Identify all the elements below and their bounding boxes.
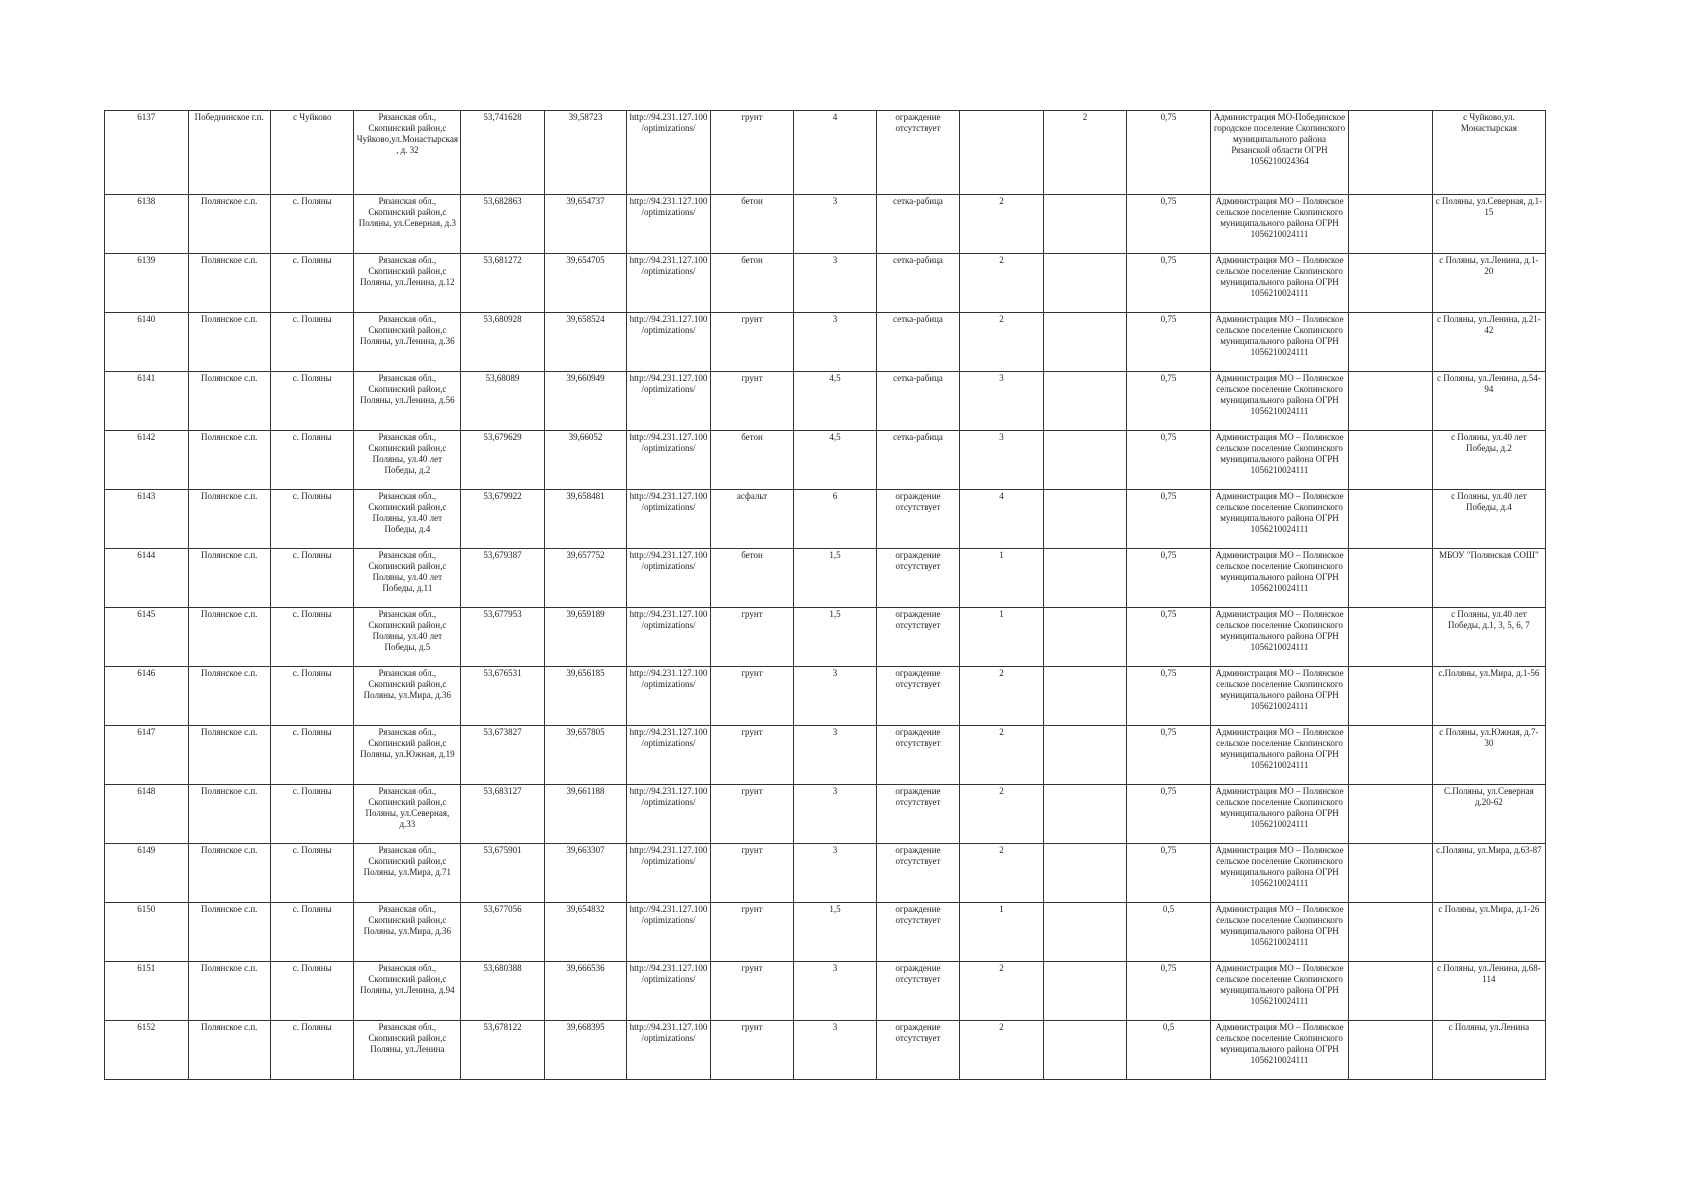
link-cell[interactable]: http://94.231.127.100/optimizations/ (627, 490, 711, 549)
volume-cell: 0,75 (1127, 313, 1211, 372)
table-row (105, 372, 1546, 431)
table-row (105, 726, 1546, 785)
row-number-cell: 6140 (105, 313, 189, 372)
owner-cell: Администрация МО – Полянское сельское поселение Скопинского муниципального района ОГРН 1056210024111 (1210, 785, 1348, 844)
bins-cell (1043, 608, 1127, 667)
longitude-cell: 39,657805 (544, 726, 626, 785)
volume-cell: 0,75 (1127, 490, 1211, 549)
volume-cell: 0,75 (1127, 785, 1211, 844)
volume-cell: 0,5 (1127, 903, 1211, 962)
bins-cell (1043, 254, 1127, 313)
containers-cell: 2 (960, 844, 1044, 903)
latitude-cell: 53,676531 (461, 667, 545, 726)
settlement-cell: Полянское с.п. (188, 372, 270, 431)
empty-cell (1349, 608, 1433, 667)
empty-cell (1349, 667, 1433, 726)
address-cell: Рязанская обл., Скопинский район,с Поляны, ул.Северная, д.3 (354, 195, 461, 254)
longitude-cell: 39,666536 (544, 962, 626, 1021)
volume-cell: 0,75 (1127, 111, 1211, 195)
settlement-cell: Полянское с.п. (188, 313, 270, 372)
latitude-cell: 53,680928 (461, 313, 545, 372)
row-number-cell: 6144 (105, 549, 189, 608)
containers-cell: 1 (960, 903, 1044, 962)
link-cell[interactable]: http://94.231.127.100/optimizations/ (627, 431, 711, 490)
fence-cell: ограждение отсутствует (876, 785, 960, 844)
link-cell[interactable]: http://94.231.127.100/optimizations/ (627, 254, 711, 313)
table-row (105, 785, 1546, 844)
locality-cell: с. Поляны (270, 1021, 354, 1080)
containers-cell: 2 (960, 254, 1044, 313)
empty-cell (1349, 1021, 1433, 1080)
locality-cell: с. Поляны (270, 844, 354, 903)
served-objects-cell: с Поляны, ул.Ленина, д.21-42 (1432, 313, 1545, 372)
settlement-cell: Полянское с.п. (188, 667, 270, 726)
row-number-cell: 6142 (105, 431, 189, 490)
area-cell: 4,5 (794, 372, 876, 431)
fence-cell: ограждение отсутствует (876, 903, 960, 962)
link-cell[interactable]: http://94.231.127.100/optimizations/ (627, 608, 711, 667)
fence-cell: ограждение отсутствует (876, 490, 960, 549)
table-row (105, 667, 1546, 726)
owner-cell: Администрация МО – Полянское сельское поселение Скопинского муниципального района ОГРН 1056210024111 (1210, 313, 1348, 372)
containers-cell: 1 (960, 608, 1044, 667)
row-number-cell: 6150 (105, 903, 189, 962)
served-objects-cell: с Поляны, ул.40 лет Победы, д.2 (1432, 431, 1545, 490)
bins-cell (1043, 785, 1127, 844)
row-number-cell: 6151 (105, 962, 189, 1021)
table-row (105, 903, 1546, 962)
surface-cell: грунт (710, 372, 794, 431)
row-number-cell: 6149 (105, 844, 189, 903)
longitude-cell: 39,654705 (544, 254, 626, 313)
longitude-cell: 39,656185 (544, 667, 626, 726)
address-cell: Рязанская обл., Скопинский район,с Поляны, ул.40 лет Победы, д.4 (354, 490, 461, 549)
locality-cell: с. Поляны (270, 962, 354, 1021)
address-cell: Рязанская обл., Скопинский район,с Поляны, ул.Ленина, д.12 (354, 254, 461, 313)
link-cell[interactable]: http://94.231.127.100/optimizations/ (627, 111, 711, 195)
locality-cell: с. Поляны (270, 667, 354, 726)
bins-cell (1043, 903, 1127, 962)
longitude-cell: 39,654737 (544, 195, 626, 254)
surface-cell: бетон (710, 431, 794, 490)
locality-cell: с. Поляны (270, 785, 354, 844)
address-cell: Рязанская обл., Скопинский район,с Поляны, ул.Южная, д.19 (354, 726, 461, 785)
longitude-cell: 39,58723 (544, 111, 626, 195)
bins-cell (1043, 1021, 1127, 1080)
volume-cell: 0,75 (1127, 726, 1211, 785)
longitude-cell: 39,657752 (544, 549, 626, 608)
locality-cell: с. Поляны (270, 549, 354, 608)
row-number-cell: 6152 (105, 1021, 189, 1080)
served-objects-cell: с Поляны, ул.Мира, д.1-26 (1432, 903, 1545, 962)
latitude-cell: 53,680388 (461, 962, 545, 1021)
containers-cell: 2 (960, 785, 1044, 844)
bins-cell (1043, 962, 1127, 1021)
locality-cell: с. Поляны (270, 726, 354, 785)
link-cell[interactable]: http://94.231.127.100/optimizations/ (627, 313, 711, 372)
empty-cell (1349, 254, 1433, 313)
registry-table (104, 110, 1546, 1080)
settlement-cell: Полянское с.п. (188, 785, 270, 844)
link-cell[interactable]: http://94.231.127.100/optimizations/ (627, 962, 711, 1021)
latitude-cell: 53,68089 (461, 372, 545, 431)
bins-cell (1043, 549, 1127, 608)
table-row (105, 549, 1546, 608)
surface-cell: грунт (710, 608, 794, 667)
volume-cell: 0,75 (1127, 667, 1211, 726)
area-cell: 4 (794, 111, 876, 195)
link-cell[interactable]: http://94.231.127.100/optimizations/ (627, 1021, 711, 1080)
address-cell: Рязанская обл., Скопинский район,с Поляны, ул.Ленина, д.94 (354, 962, 461, 1021)
owner-cell: Администрация МО – Полянское сельское поселение Скопинского муниципального района ОГРН 1056210024111 (1210, 726, 1348, 785)
settlement-cell: Полянское с.п. (188, 195, 270, 254)
surface-cell: грунт (710, 903, 794, 962)
address-cell: Рязанская обл., Скопинский район,с Поляны, ул.40 лет Победы, д.11 (354, 549, 461, 608)
owner-cell: Администрация МО – Полянское сельское поселение Скопинского муниципального района ОГРН 1056210024111 (1210, 431, 1348, 490)
locality-cell: с. Поляны (270, 372, 354, 431)
bins-cell (1043, 667, 1127, 726)
served-objects-cell: с Поляны, ул.Ленина, д.54-94 (1432, 372, 1545, 431)
surface-cell: грунт (710, 844, 794, 903)
containers-cell: 2 (960, 313, 1044, 372)
address-cell: Рязанская обл., Скопинский район,с Поляны, ул.Мира, д.36 (354, 903, 461, 962)
row-number-cell: 6138 (105, 195, 189, 254)
locality-cell: с. Поляны (270, 490, 354, 549)
address-cell: Рязанская обл., Скопинский район,с Поляны, ул.40 лет Победы, д.2 (354, 431, 461, 490)
longitude-cell: 39,658524 (544, 313, 626, 372)
latitude-cell: 53,678122 (461, 1021, 545, 1080)
latitude-cell: 53,683127 (461, 785, 545, 844)
empty-cell (1349, 844, 1433, 903)
bins-cell (1043, 726, 1127, 785)
locality-cell: с. Поляны (270, 195, 354, 254)
containers-cell: 4 (960, 490, 1044, 549)
settlement-cell: Полянское с.п. (188, 608, 270, 667)
owner-cell: Администрация МО-Побединское городское поселение Скопинского муниципального района Рязанской области ОГРН 1056210024364 (1210, 111, 1348, 195)
empty-cell (1349, 195, 1433, 254)
bins-cell (1043, 313, 1127, 372)
settlement-cell: Полянское с.п. (188, 726, 270, 785)
area-cell: 4,5 (794, 431, 876, 490)
link-cell[interactable]: http://94.231.127.100/optimizations/ (627, 372, 711, 431)
bins-cell (1043, 844, 1127, 903)
fence-cell: сетка-рабица (876, 431, 960, 490)
volume-cell: 0,75 (1127, 549, 1211, 608)
surface-cell: грунт (710, 1021, 794, 1080)
latitude-cell: 53,679922 (461, 490, 545, 549)
fence-cell: ограждение отсутствует (876, 608, 960, 667)
area-cell: 3 (794, 785, 876, 844)
fence-cell: ограждение отсутствует (876, 1021, 960, 1080)
fence-cell: сетка-рабица (876, 254, 960, 313)
settlement-cell: Полянское с.п. (188, 1021, 270, 1080)
link-cell[interactable]: http://94.231.127.100/optimizations/ (627, 785, 711, 844)
locality-cell: с. Поляны (270, 254, 354, 313)
owner-cell: Администрация МО – Полянское сельское поселение Скопинского муниципального района ОГРН 1056210024111 (1210, 490, 1348, 549)
served-objects-cell: с Поляны, ул.Северная, д.1-15 (1432, 195, 1545, 254)
surface-cell: бетон (710, 254, 794, 313)
settlement-cell: Полянское с.п. (188, 254, 270, 313)
served-objects-cell: с Поляны, ул.40 лет Победы, д.1, 3, 5, 6, 7 (1432, 608, 1545, 667)
latitude-cell: 53,677953 (461, 608, 545, 667)
volume-cell: 0,75 (1127, 844, 1211, 903)
row-number-cell: 6145 (105, 608, 189, 667)
owner-cell: Администрация МО – Полянское сельское поселение Скопинского муниципального района ОГРН 1056210024111 (1210, 903, 1348, 962)
locality-cell: с. Поляны (270, 431, 354, 490)
area-cell: 3 (794, 844, 876, 903)
fence-cell: ограждение отсутствует (876, 111, 960, 195)
table-row (105, 111, 1546, 195)
locality-cell: с. Поляны (270, 313, 354, 372)
table-row (105, 1021, 1546, 1080)
fence-cell: ограждение отсутствует (876, 844, 960, 903)
link-cell[interactable]: http://94.231.127.100/optimizations/ (627, 726, 711, 785)
area-cell: 1,5 (794, 903, 876, 962)
empty-cell (1349, 313, 1433, 372)
containers-cell: 1 (960, 549, 1044, 608)
owner-cell: Администрация МО – Полянское сельское поселение Скопинского муниципального района ОГРН 1056210024111 (1210, 195, 1348, 254)
longitude-cell: 39,658481 (544, 490, 626, 549)
owner-cell: Администрация МО – Полянское сельское поселение Скопинского муниципального района ОГРН 1056210024111 (1210, 667, 1348, 726)
owner-cell: Администрация МО – Полянское сельское поселение Скопинского муниципального района ОГРН 1056210024111 (1210, 844, 1348, 903)
surface-cell: грунт (710, 962, 794, 1021)
empty-cell (1349, 962, 1433, 1021)
empty-cell (1349, 490, 1433, 549)
settlement-cell: Полянское с.п. (188, 490, 270, 549)
address-cell: Рязанская обл., Скопинский район,с Поляны, ул.Мира, д.71 (354, 844, 461, 903)
area-cell: 6 (794, 490, 876, 549)
containers-cell: 2 (960, 726, 1044, 785)
served-objects-cell: с.Поляны, ул.Мира, д.63-87 (1432, 844, 1545, 903)
latitude-cell: 53,673827 (461, 726, 545, 785)
volume-cell: 0,75 (1127, 254, 1211, 313)
link-cell[interactable]: http://94.231.127.100/optimizations/ (627, 195, 711, 254)
bins-cell (1043, 195, 1127, 254)
surface-cell: грунт (710, 667, 794, 726)
table-row (105, 608, 1546, 667)
containers-cell: 2 (960, 962, 1044, 1021)
containers-cell: 3 (960, 431, 1044, 490)
longitude-cell: 39,654832 (544, 903, 626, 962)
owner-cell: Администрация МО – Полянское сельское поселение Скопинского муниципального района ОГРН 1056210024111 (1210, 372, 1348, 431)
volume-cell: 0,75 (1127, 431, 1211, 490)
row-number-cell: 6146 (105, 667, 189, 726)
fence-cell: ограждение отсутствует (876, 667, 960, 726)
surface-cell: грунт (710, 785, 794, 844)
address-cell: Рязанская обл., Скопинский район,с Поляны, ул.Северная, д.33 (354, 785, 461, 844)
area-cell: 3 (794, 195, 876, 254)
address-cell: Рязанская обл., Скопинский район,с Поляны, ул.Ленина, д.56 (354, 372, 461, 431)
address-cell: Рязанская обл., Скопинский район,с Поляны, ул.Мира, д.36 (354, 667, 461, 726)
containers-cell: 3 (960, 372, 1044, 431)
row-number-cell: 6143 (105, 490, 189, 549)
latitude-cell: 53,741628 (461, 111, 545, 195)
area-cell: 3 (794, 962, 876, 1021)
served-objects-cell: с Поляны, ул.40 лет Победы, д.4 (1432, 490, 1545, 549)
longitude-cell: 39,663307 (544, 844, 626, 903)
locality-cell: с Чуйково (270, 111, 354, 195)
link-cell[interactable]: http://94.231.127.100/optimizations/ (627, 903, 711, 962)
surface-cell: бетон (710, 549, 794, 608)
empty-cell (1349, 111, 1433, 195)
served-objects-cell: с Поляны, ул.Ленина, д.1-20 (1432, 254, 1545, 313)
row-number-cell: 6139 (105, 254, 189, 313)
table-row (105, 962, 1546, 1021)
table-row (105, 844, 1546, 903)
volume-cell: 0,75 (1127, 372, 1211, 431)
containers-cell (960, 111, 1044, 195)
served-objects-cell: с Поляны, ул.Ленина (1432, 1021, 1545, 1080)
locality-cell: с. Поляны (270, 608, 354, 667)
table-row (105, 490, 1546, 549)
settlement-cell: Полянское с.п. (188, 903, 270, 962)
fence-cell: сетка-рабица (876, 313, 960, 372)
row-number-cell: 6141 (105, 372, 189, 431)
bins-cell (1043, 431, 1127, 490)
latitude-cell: 53,679387 (461, 549, 545, 608)
bins-cell (1043, 372, 1127, 431)
surface-cell: бетон (710, 195, 794, 254)
served-objects-cell: с.Поляны, ул.Мира, д.1-56 (1432, 667, 1545, 726)
table-row (105, 195, 1546, 254)
address-cell: Рязанская обл., Скопинский район,с Поляны, ул.Ленина, д.36 (354, 313, 461, 372)
row-number-cell: 6147 (105, 726, 189, 785)
fence-cell: ограждение отсутствует (876, 962, 960, 1021)
containers-cell: 2 (960, 667, 1044, 726)
row-number-cell: 6148 (105, 785, 189, 844)
latitude-cell: 53,679629 (461, 431, 545, 490)
empty-cell (1349, 431, 1433, 490)
longitude-cell: 39,659189 (544, 608, 626, 667)
settlement-cell: Полянское с.п. (188, 844, 270, 903)
link-cell[interactable]: http://94.231.127.100/optimizations/ (627, 549, 711, 608)
fence-cell: сетка-рабица (876, 195, 960, 254)
owner-cell: Администрация МО – Полянское сельское поселение Скопинского муниципального района ОГРН 1056210024111 (1210, 1021, 1348, 1080)
empty-cell (1349, 903, 1433, 962)
volume-cell: 0,75 (1127, 962, 1211, 1021)
containers-cell: 2 (960, 1021, 1044, 1080)
latitude-cell: 53,677056 (461, 903, 545, 962)
fence-cell: сетка-рабица (876, 372, 960, 431)
owner-cell: Администрация МО – Полянское сельское поселение Скопинского муниципального района ОГРН 1056210024111 (1210, 549, 1348, 608)
surface-cell: грунт (710, 111, 794, 195)
served-objects-cell: с Чуйково,ул. Монастырская (1432, 111, 1545, 195)
surface-cell: грунт (710, 726, 794, 785)
area-cell: 3 (794, 1021, 876, 1080)
bins-cell (1043, 490, 1127, 549)
fence-cell: ограждение отсутствует (876, 549, 960, 608)
address-cell: Рязанская обл., Скопинский район,с Поляны, ул.40 лет Победы, д.5 (354, 608, 461, 667)
table-body (105, 111, 1546, 1080)
empty-cell (1349, 785, 1433, 844)
locality-cell: с. Поляны (270, 903, 354, 962)
latitude-cell: 53,675901 (461, 844, 545, 903)
area-cell: 3 (794, 726, 876, 785)
served-objects-cell: с Поляны, ул.Ленина, д.68-114 (1432, 962, 1545, 1021)
served-objects-cell: МБОУ "Полянская СОШ" (1432, 549, 1545, 608)
link-cell[interactable]: http://94.231.127.100/optimizations/ (627, 844, 711, 903)
address-cell: Рязанская обл., Скопинский район,с Чуйково,ул.Монастырская, д. 32 (354, 111, 461, 195)
volume-cell: 0,75 (1127, 195, 1211, 254)
table-row (105, 254, 1546, 313)
empty-cell (1349, 549, 1433, 608)
surface-cell: грунт (710, 313, 794, 372)
longitude-cell: 39,668395 (544, 1021, 626, 1080)
empty-cell (1349, 372, 1433, 431)
area-cell: 3 (794, 254, 876, 313)
area-cell: 3 (794, 667, 876, 726)
settlement-cell: Полянское с.п. (188, 549, 270, 608)
settlement-cell: Полянское с.п. (188, 431, 270, 490)
owner-cell: Администрация МО – Полянское сельское поселение Скопинского муниципального района ОГРН 1056210024111 (1210, 962, 1348, 1021)
latitude-cell: 53,681272 (461, 254, 545, 313)
served-objects-cell: с Поляны, ул.Южная, д.7-30 (1432, 726, 1545, 785)
longitude-cell: 39,66052 (544, 431, 626, 490)
latitude-cell: 53,682863 (461, 195, 545, 254)
area-cell: 1,5 (794, 608, 876, 667)
area-cell: 3 (794, 313, 876, 372)
volume-cell: 0,5 (1127, 1021, 1211, 1080)
area-cell: 1,5 (794, 549, 876, 608)
served-objects-cell: С.Поляны, ул.Северная д.20-62 (1432, 785, 1545, 844)
containers-cell: 2 (960, 195, 1044, 254)
fence-cell: ограждение отсутствует (876, 726, 960, 785)
settlement-cell: Победнинское г.п. (188, 111, 270, 195)
table-row (105, 431, 1546, 490)
bins-cell: 2 (1043, 111, 1127, 195)
address-cell: Рязанская обл., Скопинский район,с Поляны, ул.Ленина (354, 1021, 461, 1080)
longitude-cell: 39,660949 (544, 372, 626, 431)
owner-cell: Администрация МО – Полянское сельское поселение Скопинского муниципального района ОГРН 1056210024111 (1210, 608, 1348, 667)
empty-cell (1349, 726, 1433, 785)
surface-cell: асфальт (710, 490, 794, 549)
link-cell[interactable]: http://94.231.127.100/optimizations/ (627, 667, 711, 726)
settlement-cell: Полянское с.п. (188, 962, 270, 1021)
owner-cell: Администрация МО – Полянское сельское поселение Скопинского муниципального района ОГРН 1056210024111 (1210, 254, 1348, 313)
table-row (105, 313, 1546, 372)
row-number-cell: 6137 (105, 111, 189, 195)
longitude-cell: 39,661188 (544, 785, 626, 844)
volume-cell: 0,75 (1127, 608, 1211, 667)
